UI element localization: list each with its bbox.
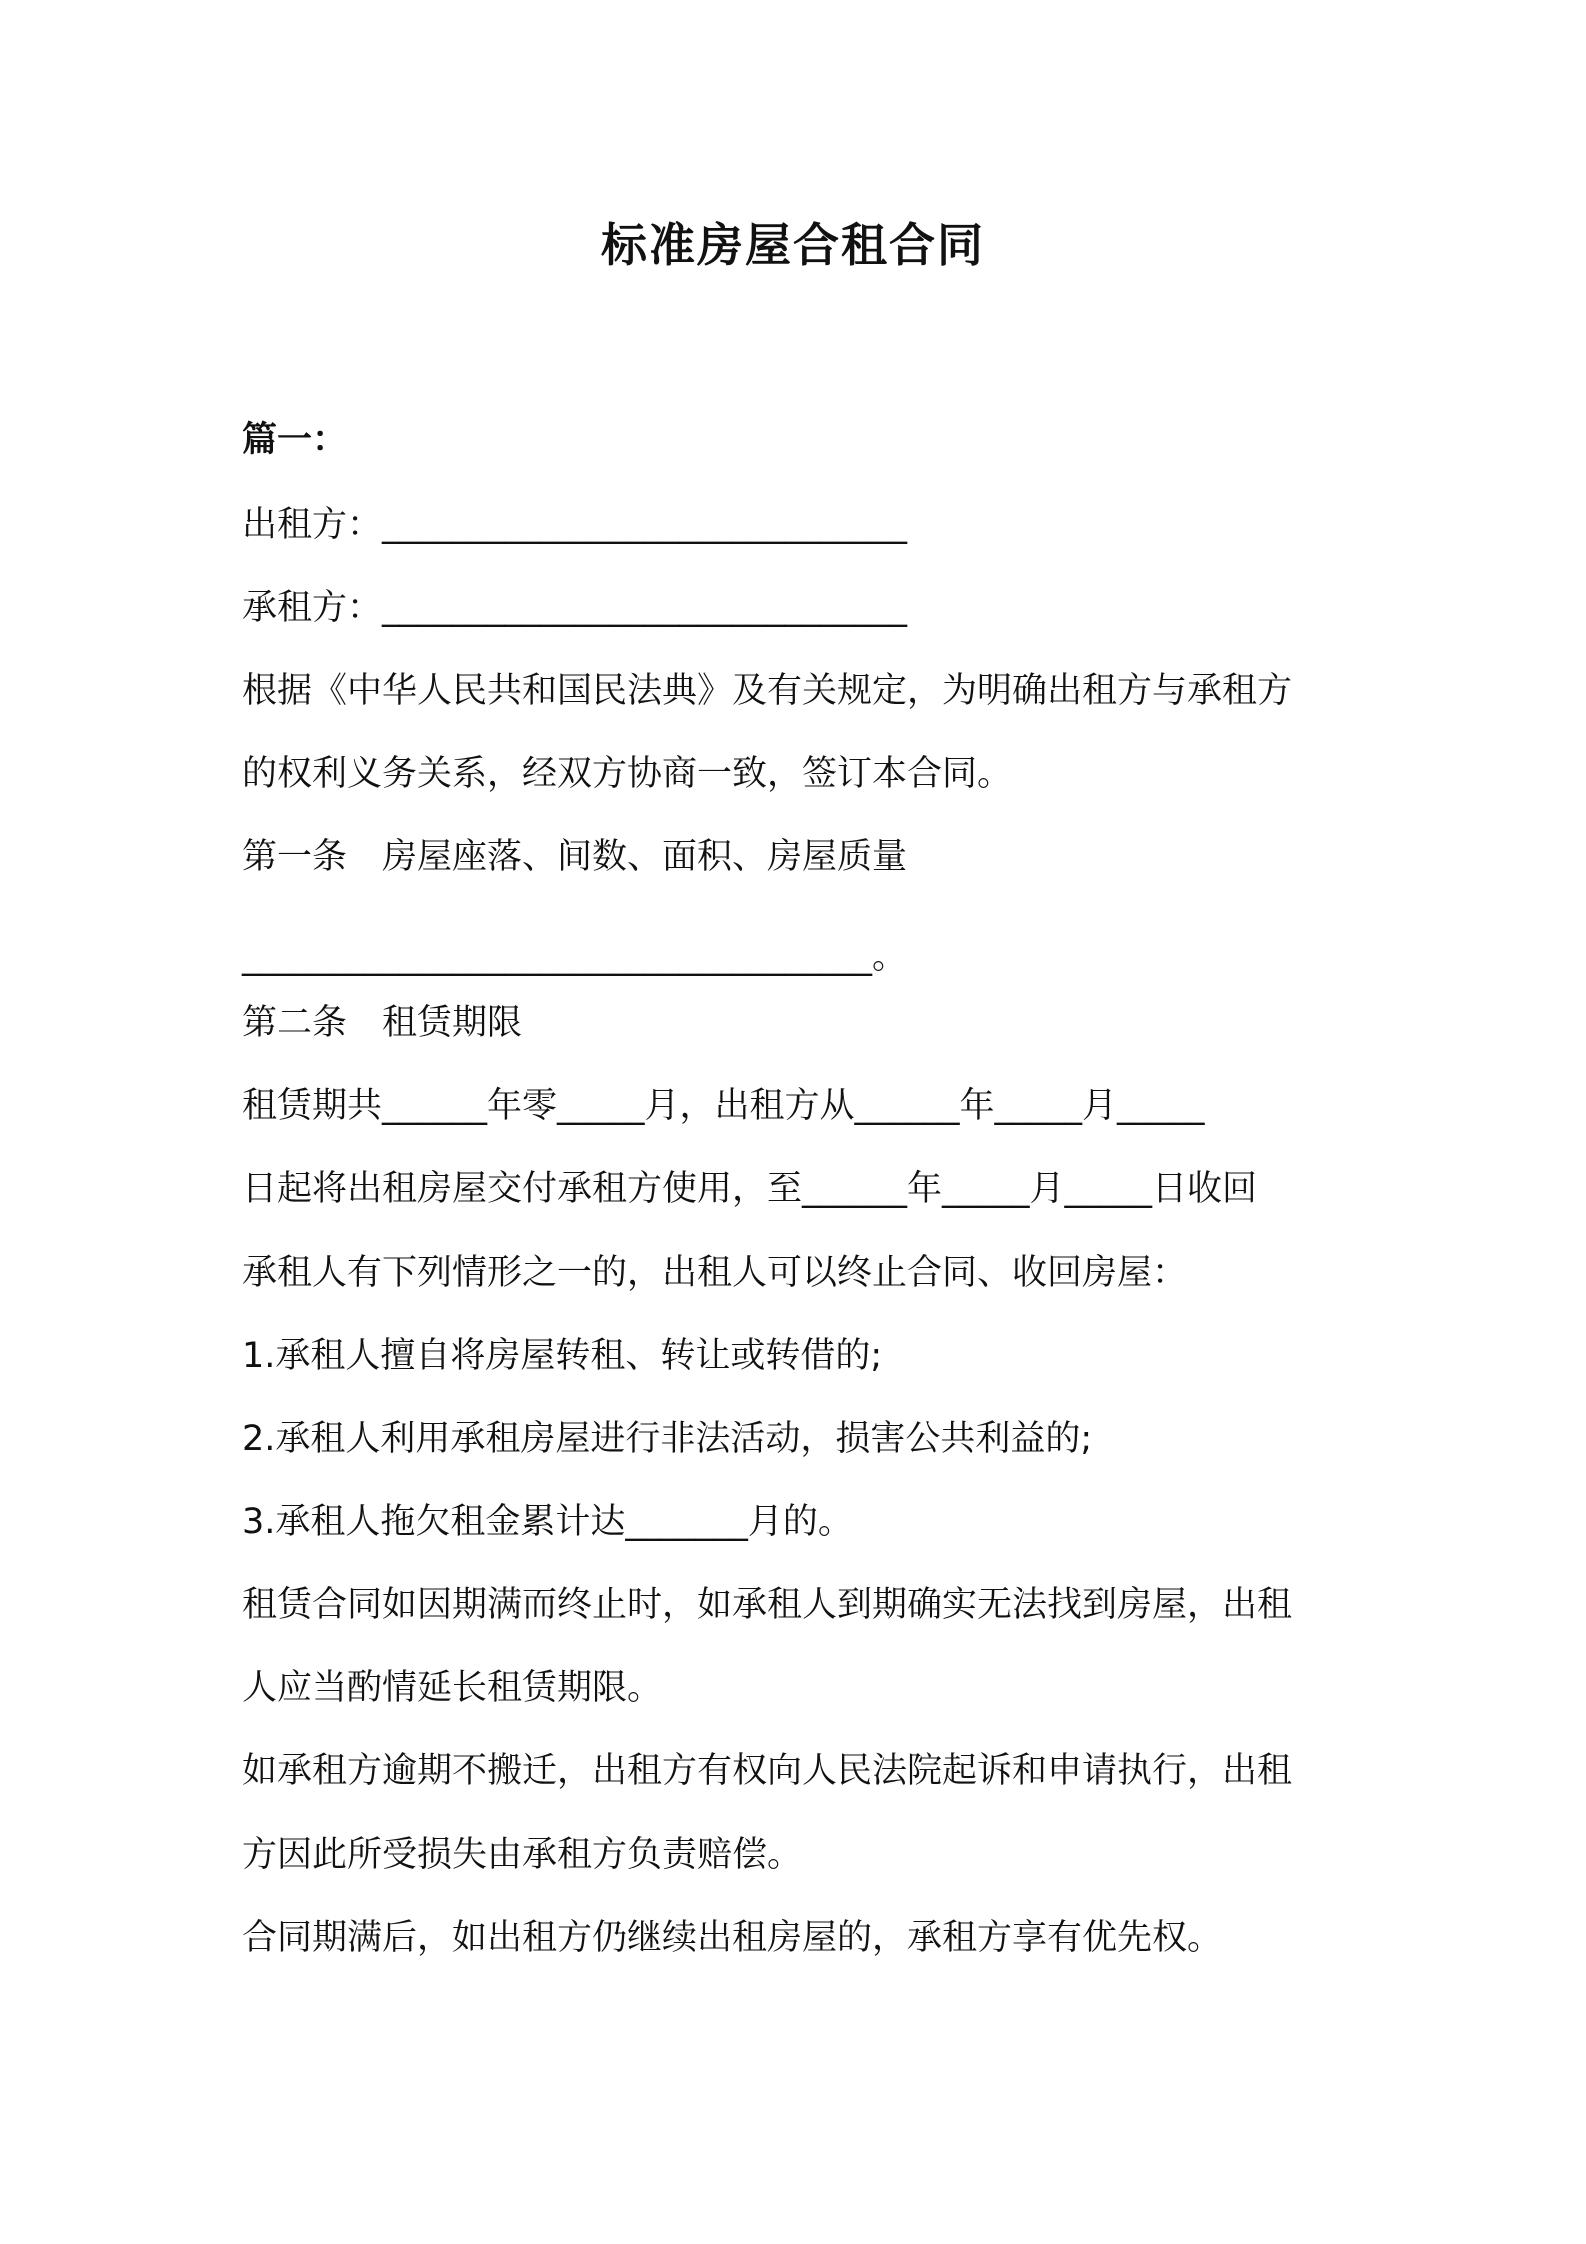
overdue-clause-line-1: 如承租方逾期不搬迁，出租方有权向人民法院起诉和申请执行，出租 [242,1751,1293,1791]
article-2-heading: 第二条 租赁期限 [242,1003,523,1043]
lessor-field: 出租方：______________________________ [242,505,908,545]
preamble-line-2: 的权利义务关系，经双方协商一致，签订本合同。 [242,754,1013,794]
expiry-clause-line-1: 租赁合同如因期满而终止时，如承租人到期确实无法找到房屋，出租 [242,1585,1293,1625]
lease-term-line-2: 日起将出租房屋交付承租方使用，至______年_____月_____日收回 [242,1169,1258,1209]
article-1-blank: ____________________________________。 [242,937,908,977]
overdue-clause-line-2: 方因此所受损失由承租方负责赔偿。 [242,1835,803,1875]
article-1-heading: 第一条 房屋座落、间数、面积、房屋质量 [242,837,908,877]
termination-item-1: 1.承租人擅自将房屋转租、转让或转借的; [242,1336,883,1376]
priority-clause: 合同期满后，如出租方仍继续出租房屋的，承租方享有优先权。 [242,1918,1223,1958]
expiry-clause-line-2: 人应当酌情延长租赁期限。 [242,1668,663,1708]
termination-intro: 承租人有下列情形之一的，出租人可以终止合同、收回房屋： [242,1253,1188,1293]
termination-item-3: 3.承租人拖欠租金累计达_______月的。 [242,1502,853,1542]
document-title: 标准房屋合租合同 [601,218,985,272]
preamble-line-1: 根据《中华人民共和国民法典》及有关规定，为明确出租方与承租方 [242,671,1293,711]
termination-item-2: 2.承租人利用承租房屋进行非法活动，损害公共利益的; [242,1419,1093,1459]
section-heading: 篇一： [242,420,348,460]
lease-term-line-1: 租赁期共______年零_____月，出租方从______年_____月_____ [242,1086,1205,1126]
lessee-field: 承租方：______________________________ [242,588,908,628]
